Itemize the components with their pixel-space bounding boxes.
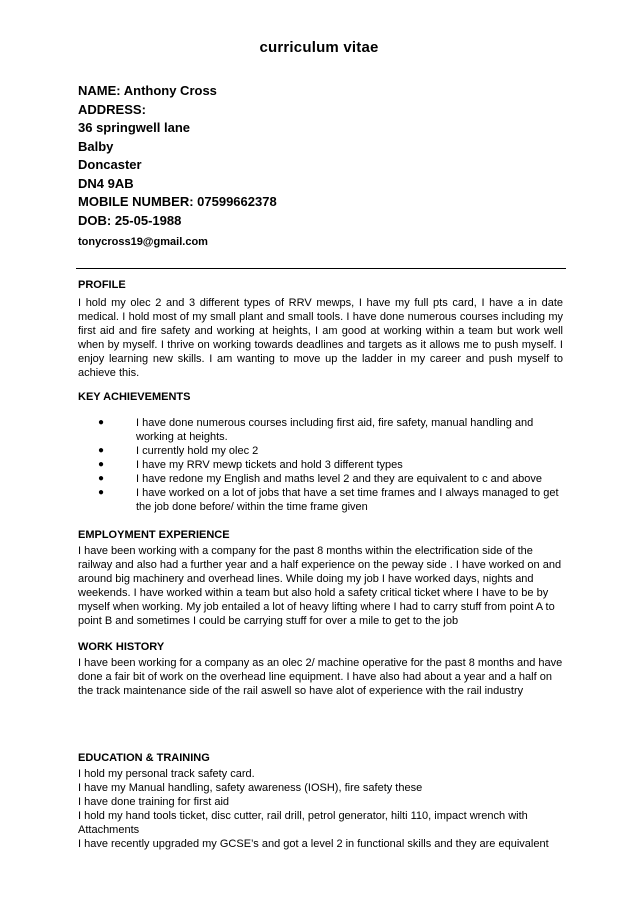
name-line: NAME: Anthony Cross xyxy=(78,83,217,98)
education-line: I have recently upgraded my GCSE’s and got a level 2 in functional skills and they are equivalent xyxy=(78,838,549,850)
education-line: I hold my hand tools ticket, disc cutter, rail drill, petrol generator, hilti 110, impact wrench with Attachments xyxy=(78,810,528,836)
bullet-icon: ● xyxy=(98,473,105,484)
email-address: tonycross19@gmail.com xyxy=(78,236,208,248)
employment-section xyxy=(78,528,563,628)
document-title: curriculum vitae xyxy=(259,39,379,56)
address-label: ADDRESS: xyxy=(78,101,146,117)
education-line: I hold my personal track safety card. xyxy=(78,768,255,780)
employment-text: I have been working with a company for the past 8 months within the electrification side of the railway and also had a further year and a half experience on the peway side . I have worked on and around big machinery and overhead lines. While doing my job I have worked days, nights and weekends. I have worked within a team but also hold a safety critical ticket where I have to be by myself when working. My job entailed a lot of heavy lifting where I had to carry stuff from point A to point B and sometimes I could be carrying stuff for over a mile to get to the job xyxy=(78,545,562,627)
achievements-list xyxy=(78,416,563,514)
list-item xyxy=(98,444,563,458)
bullet-icon: ● xyxy=(98,459,105,470)
work-history-section xyxy=(78,640,563,698)
address-line-3: Doncaster xyxy=(78,157,142,172)
profile-heading: PROFILE xyxy=(78,279,126,291)
list-item xyxy=(98,458,563,472)
employment-heading: EMPLOYMENT EXPERIENCE xyxy=(78,529,230,541)
date-of-birth: DOB: 25-05-1988 xyxy=(78,212,182,228)
bullet-icon: ● xyxy=(98,417,105,428)
education-lines xyxy=(78,767,563,851)
address-line-2: Balby xyxy=(78,138,114,154)
profile-text: I hold my olec 2 and 3 different types of RRV mewps, I have my full pts card, I have a in date medical. I hold most of my small plant and small tools. I have done numerous courses including my first aid and fire safety and working at heights, I am good at working within a team but work well when by myself. I thrive on working towards deadlines and targets as it allows me to push myself. I enjoy learning new skills. I am wanting to move up the ladder in my career and push myself to achieve this. xyxy=(78,297,563,379)
education-line: I have my Manual handling, safety awareness (IOSH), fire safety these xyxy=(78,782,423,794)
postcode: DN4 9AB xyxy=(78,175,134,191)
list-item-text: I have my RRV mewp tickets and hold 3 different types xyxy=(136,459,403,471)
list-item xyxy=(98,472,563,486)
list-item xyxy=(98,486,563,514)
list-item-text: I have worked on a lot of jobs that have a set time frames and I always managed to get the job done before/ within the time frame given xyxy=(136,487,559,513)
address-line-1: 36 springwell lane xyxy=(78,120,190,135)
achievements-heading: KEY ACHIEVEMENTS xyxy=(78,391,191,403)
list-item-text: I currently hold my olec 2 xyxy=(136,445,259,457)
education-line: I have done training for first aid xyxy=(78,796,230,808)
bullet-icon: ● xyxy=(98,487,105,498)
profile-section xyxy=(78,278,563,380)
work-history-text: I have been working for a company as an olec 2/ machine operative for the past 8 months and have done a fair bit of work on the overhead line equipment. I have also had about a year and a half on the track maintenance side of the rail aswell so have alot of experience with the rail industry xyxy=(78,657,563,697)
mobile-number: MOBILE NUMBER: 07599662378 xyxy=(78,194,277,209)
work-history-heading: WORK HISTORY xyxy=(78,641,165,653)
achievements-section xyxy=(78,390,563,514)
education-heading: EDUCATION & TRAINING xyxy=(78,752,210,764)
bullet-icon: ● xyxy=(98,445,105,456)
list-item xyxy=(98,416,563,444)
list-item-text: I have redone my English and maths level 2 and they are equivalent to c and above xyxy=(136,473,543,485)
list-item-text: I have done numerous courses including first aid, fire safety, manual handling and working at heights. xyxy=(136,417,534,443)
education-section xyxy=(78,751,563,851)
contact-block xyxy=(78,82,277,250)
section-divider xyxy=(76,268,566,269)
